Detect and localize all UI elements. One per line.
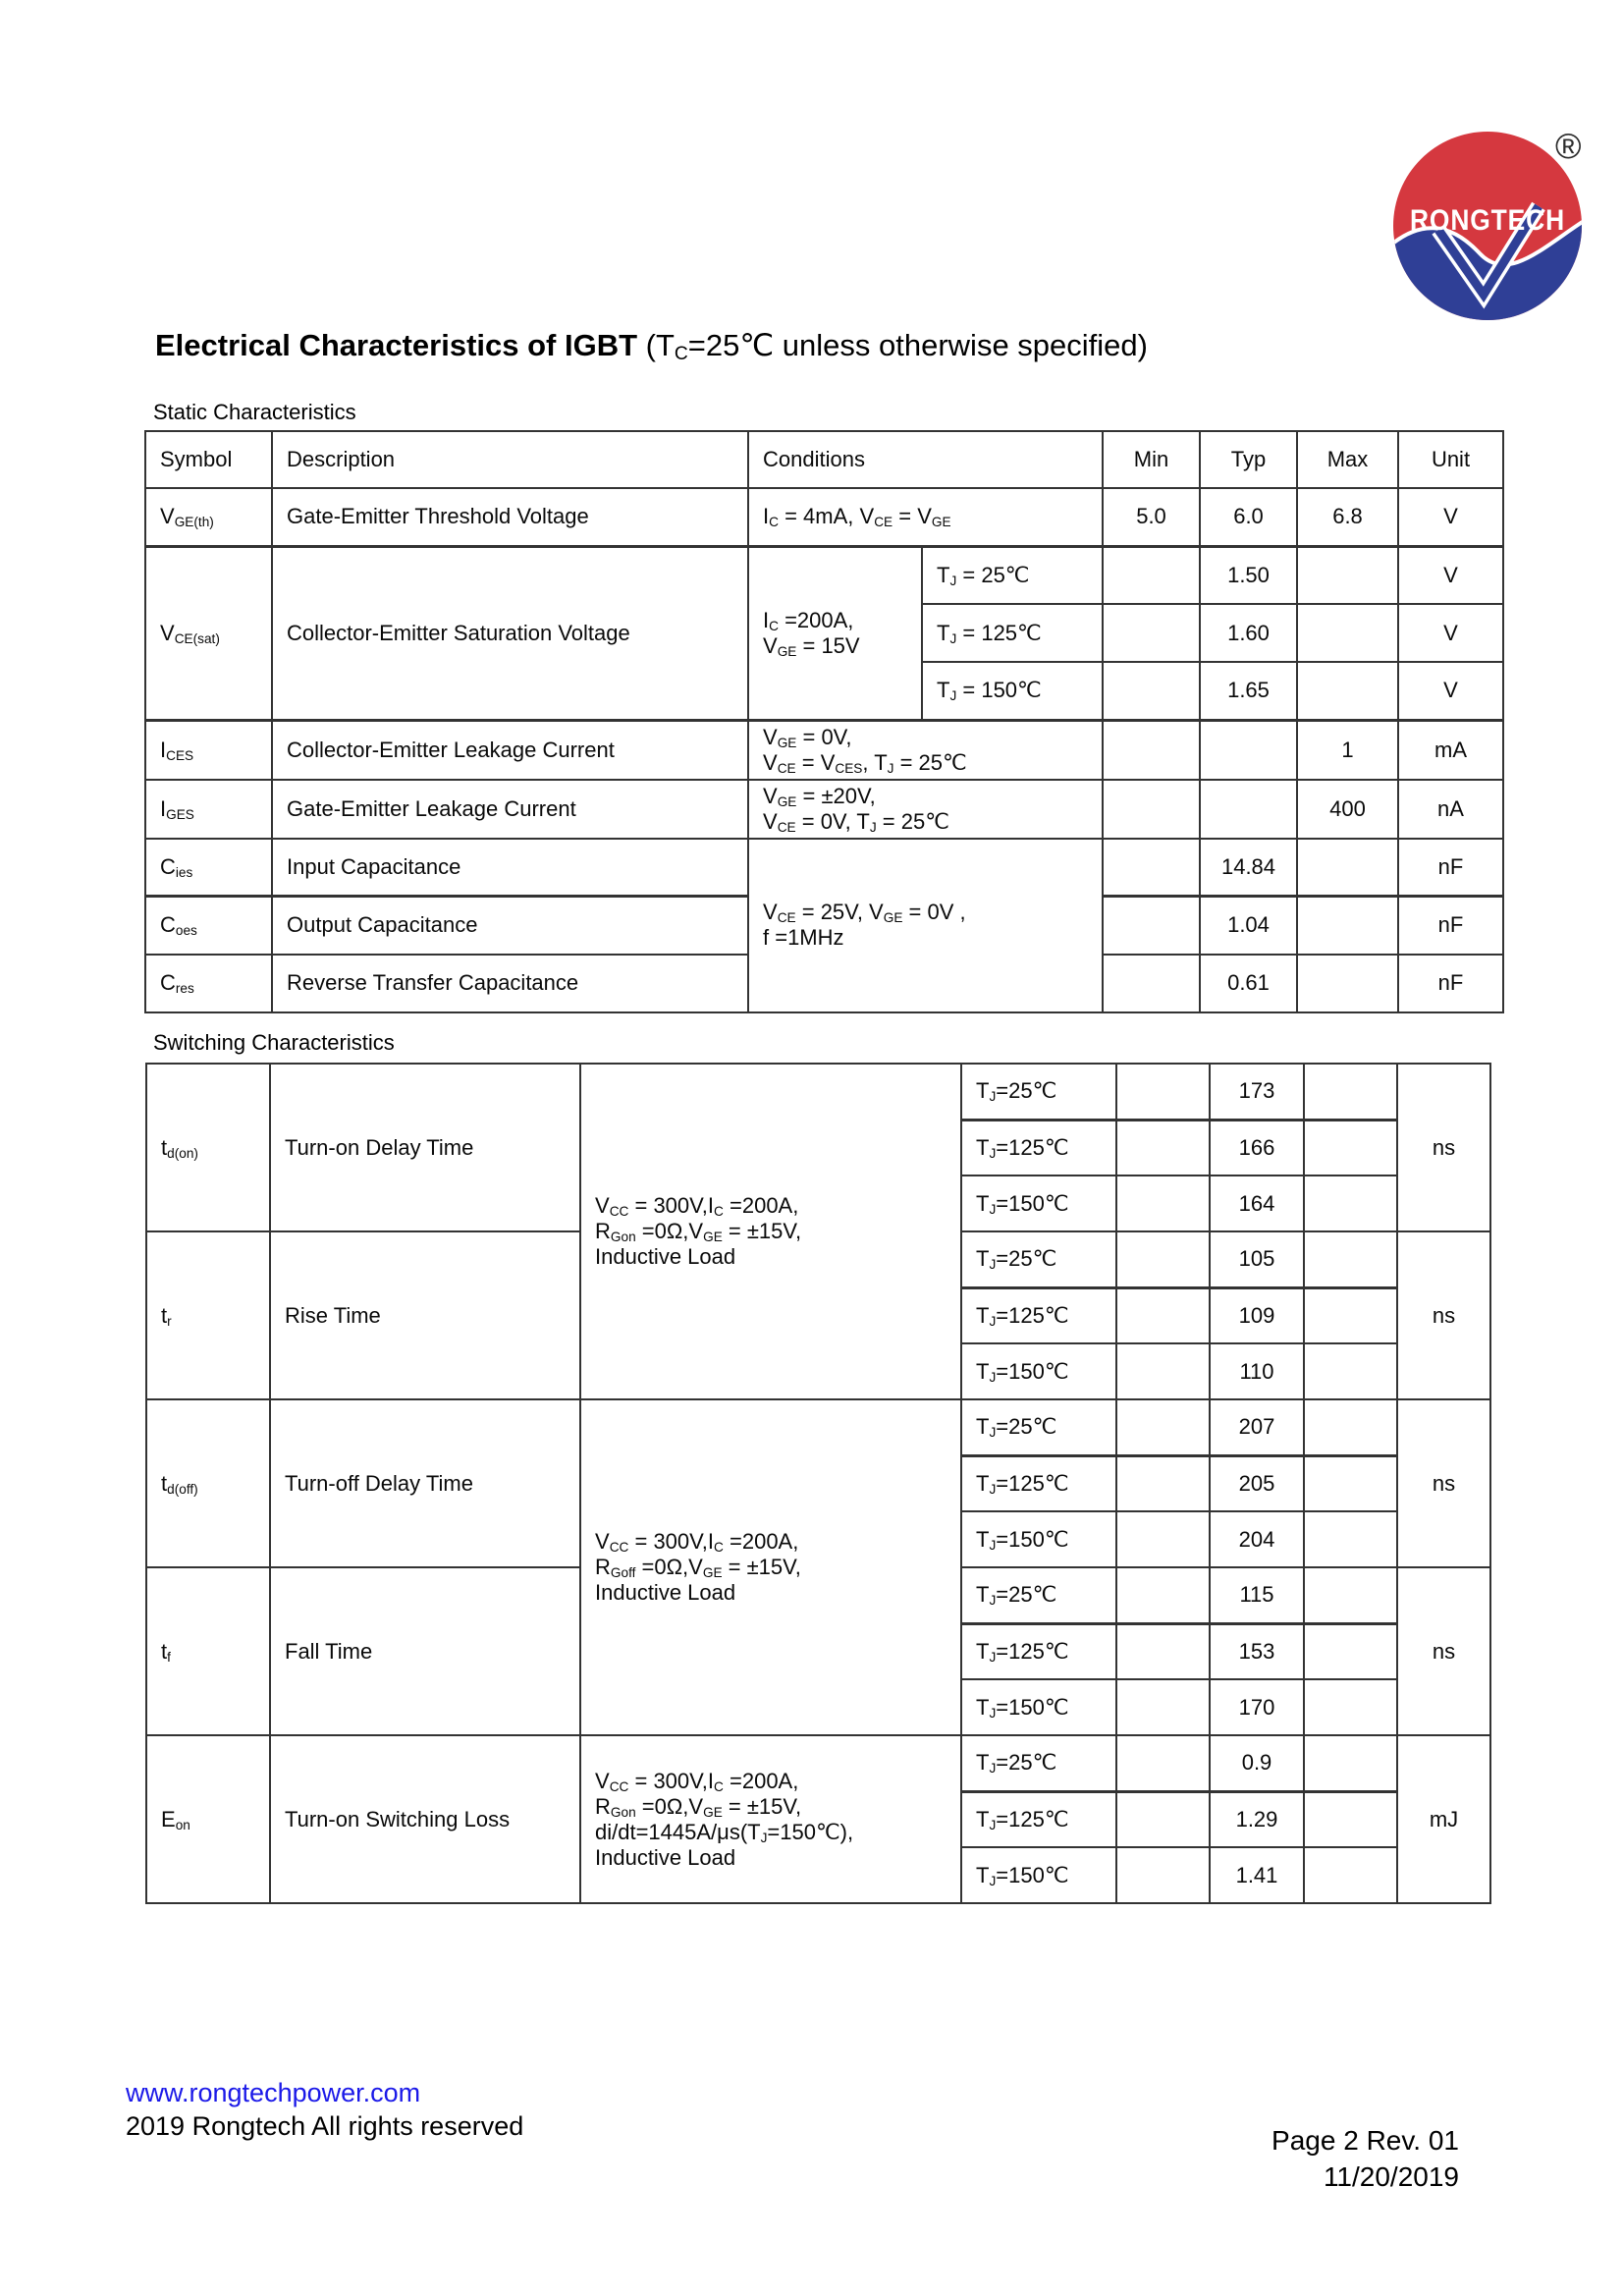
max-cell xyxy=(1304,1847,1397,1903)
header-max: Max xyxy=(1297,431,1398,488)
max-cell xyxy=(1297,662,1398,720)
header-min: Min xyxy=(1103,431,1200,488)
min-cell xyxy=(1103,604,1200,662)
typ-cell: 170 xyxy=(1210,1679,1304,1735)
page-title xyxy=(155,328,1148,363)
symbol-cell: $I_{GES}$ xyxy=(145,780,272,839)
max-cell xyxy=(1304,1287,1397,1343)
tj-condition-cell: $T_J=25℃$ xyxy=(961,1064,1116,1120)
min-cell xyxy=(1116,1735,1210,1791)
table-row xyxy=(145,839,1503,897)
table-row xyxy=(146,1064,1490,1120)
typ-cell xyxy=(1200,780,1297,839)
conditions-cell: $I_C =200A$, $V_{GE} = 15V$ xyxy=(748,546,922,720)
tj-condition-cell: $T_J=150℃$ xyxy=(961,1343,1116,1399)
max-cell xyxy=(1304,1064,1397,1120)
header-typ: Typ xyxy=(1200,431,1297,488)
conditions-cell: $V_{GE} = \pm 20V$, $V_{CE} = 0V$, $T_J$ = 25℃ xyxy=(748,780,1103,839)
description-cell: Gate-Emitter Leakage Current xyxy=(272,780,748,839)
logo-brand-text: RONGTECH xyxy=(1410,204,1565,237)
page-revision-block xyxy=(1271,2122,1459,2195)
tj-condition-cell: $T_J=25℃$ xyxy=(961,1567,1116,1623)
conditions-cell: $V_{CC} = 300V,I_C =200A$, $R_{Gon} =0\Omega,V_{GE} = \pm 15V$, $di/dt=1445A/\mu s(T_J=150℃)$, Inductive Load xyxy=(580,1735,961,1903)
symbol-cell: $E_{on}$ xyxy=(146,1735,270,1903)
max-cell xyxy=(1297,897,1398,955)
typ-cell: 1.60 xyxy=(1200,604,1297,662)
min-cell xyxy=(1103,839,1200,897)
min-cell xyxy=(1103,720,1200,780)
max-cell xyxy=(1297,955,1398,1012)
typ-cell: 1.65 xyxy=(1200,662,1297,720)
description-cell: Fall Time xyxy=(270,1567,580,1735)
header-description: Description xyxy=(272,431,748,488)
switching-characteristics-table xyxy=(145,1063,1491,1904)
tj-condition-cell: $T_J=125℃$ xyxy=(961,1120,1116,1175)
conditions-cell: $V_{CE} = 25V$, $V_{GE} = 0V$ , f =1MHz xyxy=(748,839,1103,1012)
min-cell xyxy=(1116,1064,1210,1120)
date-text: 11/20/2019 xyxy=(1323,2161,1459,2192)
max-cell xyxy=(1304,1735,1397,1791)
min-cell xyxy=(1116,1287,1210,1343)
typ-cell: 153 xyxy=(1210,1623,1304,1679)
tj-condition-cell: $T_J=125℃$ xyxy=(961,1791,1116,1847)
unit-cell: mA xyxy=(1398,720,1503,780)
symbol-cell: $V_{CE(sat)}$ xyxy=(145,546,272,720)
max-cell: 400 xyxy=(1297,780,1398,839)
header-symbol: Symbol xyxy=(145,431,272,488)
min-cell xyxy=(1116,1399,1210,1455)
symbol-cell: $C_{oes}$ xyxy=(145,897,272,955)
typ-cell: 204 xyxy=(1210,1511,1304,1567)
page-revision-text: Page 2 Rev. 01 xyxy=(1271,2125,1459,2156)
typ-cell: 14.84 xyxy=(1200,839,1297,897)
conditions-cell: $V_{GE} = 0V$, $V_{CE} = V_{CES}$, $T_J$ = 25℃ xyxy=(748,720,1103,780)
registered-trademark-icon: ® xyxy=(1555,126,1582,166)
description-cell: Input Capacitance xyxy=(272,839,748,897)
tj-condition-cell: $T_J=150℃$ xyxy=(961,1511,1116,1567)
static-header-row xyxy=(145,431,1503,488)
symbol-cell: $C_{res}$ xyxy=(145,955,272,1012)
static-section-label: Static Characteristics xyxy=(153,400,356,424)
title-main: Electrical Characteristics of IGBT xyxy=(155,328,638,362)
min-cell xyxy=(1116,1567,1210,1623)
max-cell xyxy=(1297,839,1398,897)
min-cell: 5.0 xyxy=(1103,488,1200,546)
description-cell: Collector-Emitter Leakage Current xyxy=(272,720,748,780)
description-cell: Gate-Emitter Threshold Voltage xyxy=(272,488,748,546)
min-cell xyxy=(1103,897,1200,955)
unit-cell: ns xyxy=(1397,1567,1490,1735)
typ-cell: 207 xyxy=(1210,1399,1304,1455)
description-cell: Rise Time xyxy=(270,1231,580,1399)
header-conditions: Conditions xyxy=(748,431,1103,488)
tj-condition-cell: $T_J=150℃$ xyxy=(961,1847,1116,1903)
unit-cell: nF xyxy=(1398,955,1503,1012)
symbol-cell: $I_{CES}$ xyxy=(145,720,272,780)
unit-cell: V xyxy=(1398,662,1503,720)
typ-cell: 205 xyxy=(1210,1455,1304,1511)
max-cell xyxy=(1297,604,1398,662)
typ-cell: 0.9 xyxy=(1210,1735,1304,1791)
typ-cell: 0.61 xyxy=(1200,955,1297,1012)
max-cell: 6.8 xyxy=(1297,488,1398,546)
min-cell xyxy=(1116,1847,1210,1903)
max-cell xyxy=(1304,1455,1397,1511)
typ-cell: 110 xyxy=(1210,1343,1304,1399)
tj-condition-cell: $T_J=25℃$ xyxy=(961,1231,1116,1287)
unit-cell: nF xyxy=(1398,839,1503,897)
table-row xyxy=(145,780,1503,839)
min-cell xyxy=(1116,1343,1210,1399)
min-cell xyxy=(1116,1791,1210,1847)
unit-cell: nA xyxy=(1398,780,1503,839)
tj-condition-cell: $T_J=125℃$ xyxy=(961,1455,1116,1511)
tj-condition-cell: $T_J=25℃$ xyxy=(961,1399,1116,1455)
unit-cell: V xyxy=(1398,546,1503,604)
description-cell: Reverse Transfer Capacitance xyxy=(272,955,748,1012)
max-cell xyxy=(1304,1399,1397,1455)
max-cell xyxy=(1304,1623,1397,1679)
max-cell xyxy=(1304,1511,1397,1567)
typ-cell: 1.41 xyxy=(1210,1847,1304,1903)
min-cell xyxy=(1116,1455,1210,1511)
typ-cell: 1.29 xyxy=(1210,1791,1304,1847)
tj-condition-cell: $T_J$ = 150℃ xyxy=(922,662,1103,720)
max-cell xyxy=(1304,1343,1397,1399)
symbol-cell: $t_{d(off)}$ xyxy=(146,1399,270,1567)
unit-cell: nF xyxy=(1398,897,1503,955)
symbol-cell: $t_f$ xyxy=(146,1567,270,1735)
tj-condition-cell: $T_J$ = 125℃ xyxy=(922,604,1103,662)
min-cell xyxy=(1116,1120,1210,1175)
max-cell xyxy=(1304,1791,1397,1847)
symbol-cell: $V_{GE(th)}$ xyxy=(145,488,272,546)
min-cell xyxy=(1116,1623,1210,1679)
min-cell xyxy=(1103,955,1200,1012)
table-row xyxy=(146,1735,1490,1791)
table-row xyxy=(145,720,1503,780)
max-cell: 1 xyxy=(1297,720,1398,780)
unit-cell: ns xyxy=(1397,1231,1490,1399)
description-cell: Turn-on Delay Time xyxy=(270,1064,580,1231)
unit-cell: V xyxy=(1398,488,1503,546)
table-row xyxy=(146,1399,1490,1455)
tj-condition-cell: $T_J=125℃$ xyxy=(961,1287,1116,1343)
conditions-cell: $V_{CC} = 300V,I_C =200A$, $R_{Goff} =0\Omega,V_{GE} = \pm 15V$, Inductive Load xyxy=(580,1399,961,1735)
min-cell xyxy=(1116,1231,1210,1287)
max-cell xyxy=(1304,1120,1397,1175)
max-cell xyxy=(1304,1567,1397,1623)
min-cell xyxy=(1103,780,1200,839)
symbol-cell: $C_{ies}$ xyxy=(145,839,272,897)
conditions-cell: $I_C = 4mA$, $V_{CE} = V_{GE}$ xyxy=(748,488,1103,546)
table-row xyxy=(145,546,1503,604)
max-cell xyxy=(1304,1175,1397,1231)
description-cell: Output Capacitance xyxy=(272,897,748,955)
max-cell xyxy=(1304,1679,1397,1735)
tj-condition-cell: $T_J=125℃$ xyxy=(961,1623,1116,1679)
tj-condition-cell: $T_J=25℃$ xyxy=(961,1735,1116,1791)
typ-cell: 6.0 xyxy=(1200,488,1297,546)
min-cell xyxy=(1116,1511,1210,1567)
min-cell xyxy=(1103,546,1200,604)
symbol-cell: $t_{d(on)}$ xyxy=(146,1064,270,1231)
header-unit: Unit xyxy=(1398,431,1503,488)
tj-condition-cell: $T_J=150℃$ xyxy=(961,1175,1116,1231)
description-cell: Turn-on Switching Loss xyxy=(270,1735,580,1903)
typ-cell: 1.50 xyxy=(1200,546,1297,604)
unit-cell: ns xyxy=(1397,1399,1490,1567)
typ-cell: 115 xyxy=(1210,1567,1304,1623)
tj-condition-cell: $T_J$ = 25℃ xyxy=(922,546,1103,604)
symbol-cell: $t_r$ xyxy=(146,1231,270,1399)
typ-cell: 109 xyxy=(1210,1287,1304,1343)
typ-cell xyxy=(1200,720,1297,780)
copyright-text: 2019 Rongtech All rights reserved xyxy=(126,2111,524,2141)
max-cell xyxy=(1304,1231,1397,1287)
min-cell xyxy=(1103,662,1200,720)
typ-cell: 105 xyxy=(1210,1231,1304,1287)
conditions-cell: $V_{CC} = 300V,I_C =200A$, $R_{Gon} =0\Omega,V_{GE} = \pm 15V$, Inductive Load xyxy=(580,1064,961,1399)
description-cell: Turn-off Delay Time xyxy=(270,1399,580,1567)
static-characteristics-table xyxy=(144,430,1504,1013)
typ-cell: 173 xyxy=(1210,1064,1304,1120)
typ-cell: 166 xyxy=(1210,1120,1304,1175)
min-cell xyxy=(1116,1175,1210,1231)
typ-cell: 1.04 xyxy=(1200,897,1297,955)
switching-section-label: Switching Characteristics xyxy=(153,1030,395,1055)
description-cell: Collector-Emitter Saturation Voltage xyxy=(272,546,748,720)
tj-condition-cell: $T_J=150℃$ xyxy=(961,1679,1116,1735)
unit-cell: V xyxy=(1398,604,1503,662)
typ-cell: 164 xyxy=(1210,1175,1304,1231)
title-condition-note: ($T_C=25℃$ unless otherwise specified) xyxy=(637,328,1148,365)
max-cell xyxy=(1297,546,1398,604)
unit-cell: mJ xyxy=(1397,1735,1490,1903)
table-row xyxy=(145,488,1503,546)
min-cell xyxy=(1116,1679,1210,1735)
unit-cell: ns xyxy=(1397,1064,1490,1231)
website-link[interactable]: www.rongtechpower.com xyxy=(126,2078,421,2107)
